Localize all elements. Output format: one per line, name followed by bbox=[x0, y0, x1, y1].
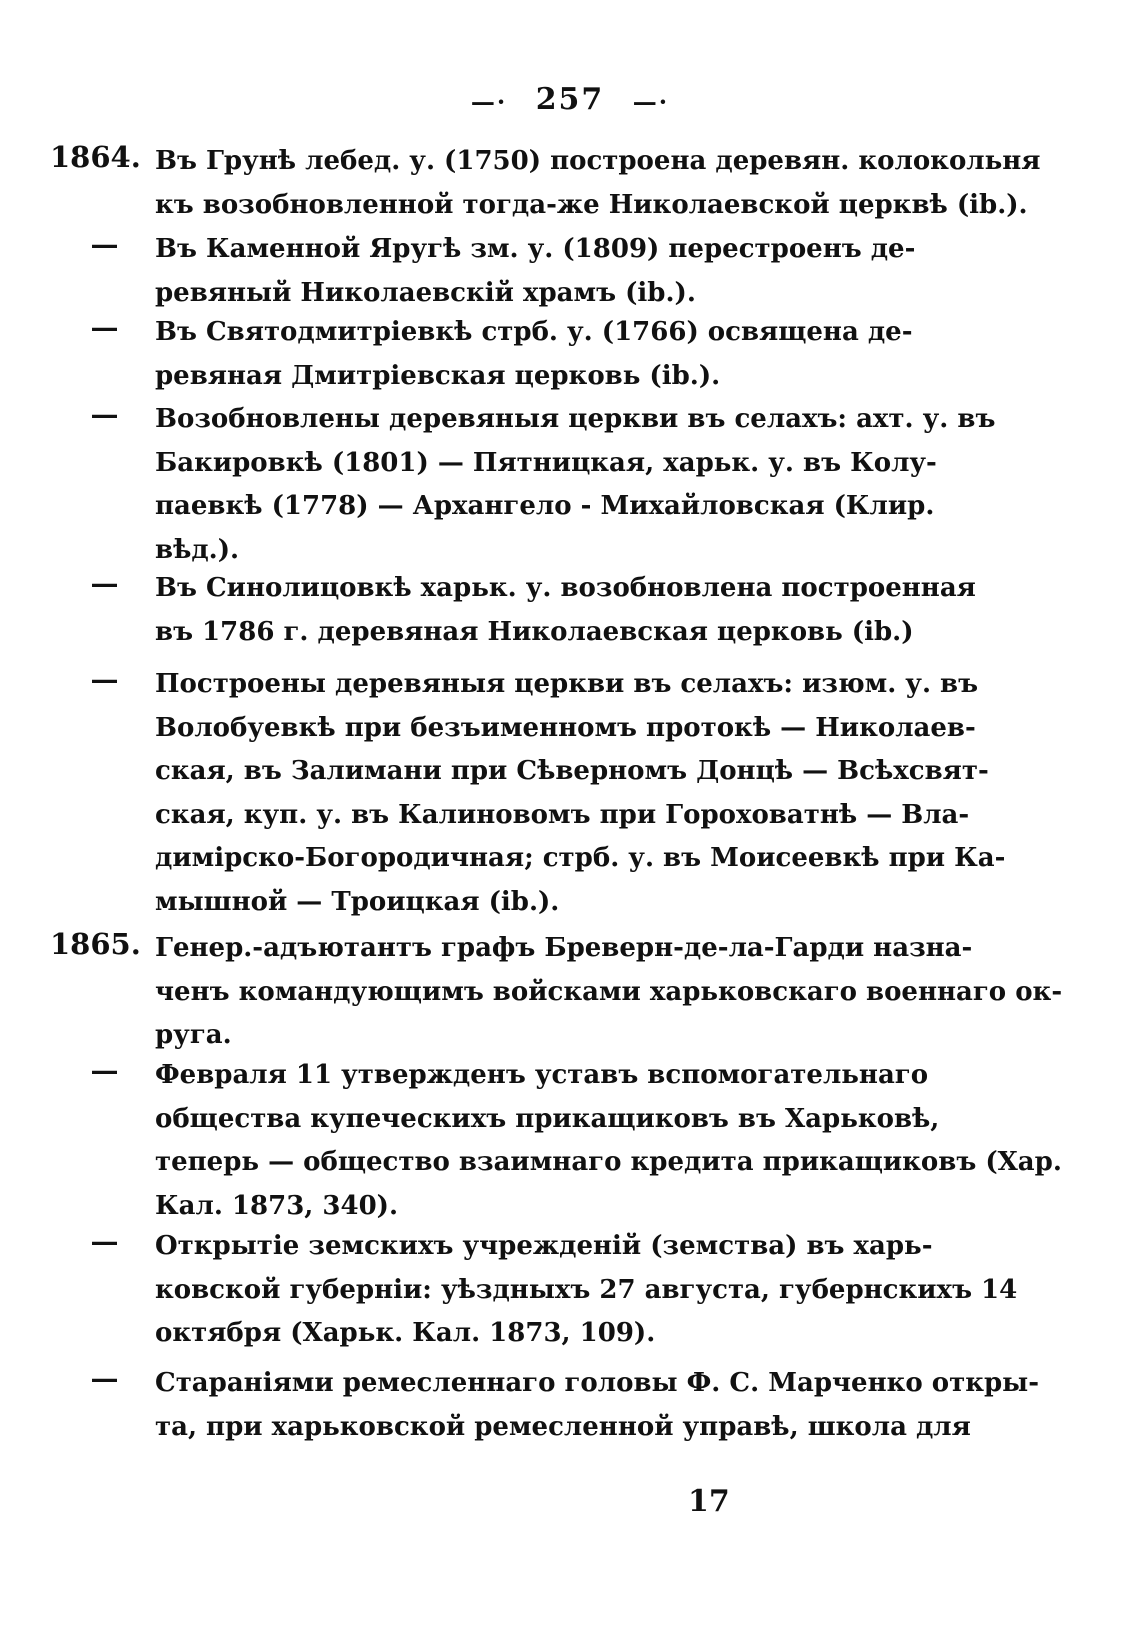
text-line: Построены деревяныя церкви въ селахъ: изюм. у. въ bbox=[155, 669, 979, 699]
text-line: Бакировкѣ (1801) — Пятницкая, харьк. у. въ Колу- bbox=[155, 447, 937, 478]
text-line: Въ Грунѣ лебед. у. (1750) построена деревян. колокольня bbox=[155, 146, 1041, 176]
text-line: къ возобновленной тогда-же Николаевской церквѣ (ib.). bbox=[155, 189, 1028, 220]
entry-dash: — bbox=[90, 311, 119, 344]
text-line: Возобновлены деревяныя церкви въ селахъ: ахт. у. въ bbox=[155, 404, 996, 434]
entry-dash: — bbox=[90, 567, 119, 600]
page-number: 257 bbox=[535, 82, 605, 117]
text-line: паевкѣ (1778) — Архангело - Михайловская (Клир. bbox=[155, 491, 935, 521]
entry-dash: — bbox=[90, 1225, 119, 1258]
text-line: ковской губерніи: уѣздныхъ 27 августа, губернскихъ 14 bbox=[155, 1274, 1018, 1305]
text-line: ская, куп. у. въ Калиновомъ при Гороховатнѣ — Вла- bbox=[155, 799, 970, 830]
text-line: ченъ командующимъ войсками харьковскаго военнаго ок- bbox=[155, 976, 1063, 1007]
entry-dash: — bbox=[90, 228, 119, 261]
text-line: ревяный Николаевскій храмъ (ib.). bbox=[155, 277, 696, 308]
entry-text bbox=[155, 663, 1006, 924]
text-line: та, при харьковской ремесленной управѣ, школа для bbox=[155, 1411, 971, 1442]
entry-text bbox=[155, 1054, 1062, 1228]
text-line: Въ Синолицовкѣ харьк. у. возобновлена построенная bbox=[155, 573, 976, 603]
text-line: Генер.-адъютантъ графъ Бреверн-де-ла-Гарди назна- bbox=[155, 933, 973, 963]
entry-dash: — bbox=[90, 398, 119, 431]
text-line: Волобуевкѣ при безъименномъ протокѣ — Николаев- bbox=[155, 712, 976, 743]
text-line: вѣд.). bbox=[155, 534, 240, 565]
text-line: ревяная Дмитріевская церковь (ib.). bbox=[155, 360, 721, 391]
text-line: октября (Харьк. Кал. 1873, 109). bbox=[155, 1318, 656, 1348]
entry-dash: — bbox=[90, 663, 119, 696]
entry-text bbox=[155, 311, 913, 398]
page-header bbox=[0, 82, 1140, 117]
entry-year: 1864. bbox=[50, 140, 141, 174]
text-line: мышной — Троицкая (ib.). bbox=[155, 886, 560, 917]
text-line: Стараніями ремесленнаго головы Ф. С. Марченко откры- bbox=[155, 1368, 1040, 1398]
entry-text bbox=[155, 140, 1041, 227]
text-line: димірско-Богородичная; стрб. у. въ Моисеевкѣ при Ка- bbox=[155, 843, 1006, 873]
signature-mark: 17 bbox=[688, 1484, 730, 1519]
entry-text bbox=[155, 567, 976, 654]
text-line: ская, въ Залимани при Сѣверномъ Донцѣ — Всѣхсвят- bbox=[155, 756, 989, 786]
text-line: Въ Каменной Яругѣ зм. у. (1809) перестроенъ де- bbox=[155, 234, 916, 264]
text-line: въ 1786 г. деревяная Николаевская церковь (ib.) bbox=[155, 616, 914, 647]
entry-text bbox=[155, 228, 916, 315]
text-line: общества купеческихъ прикащиковъ въ Харьковѣ, bbox=[155, 1103, 940, 1134]
entry-text bbox=[155, 927, 1063, 1058]
header-dash-right: —· bbox=[632, 86, 670, 116]
header-dash-left: —· bbox=[470, 86, 508, 116]
text-line: Февраля 11 утвержденъ уставъ вспомогательнаго bbox=[155, 1060, 929, 1090]
text-line: Кал. 1873, 340). bbox=[155, 1190, 399, 1221]
entry-dash: — bbox=[90, 1362, 119, 1395]
entry-dash: — bbox=[90, 1054, 119, 1087]
text-line: Въ Святодмитріевкѣ стрб. у. (1766) освящена де- bbox=[155, 317, 913, 347]
text-line: Открытіе земскихъ учрежденій (земства) въ харь- bbox=[155, 1231, 933, 1261]
entry-text bbox=[155, 398, 996, 572]
entry-text bbox=[155, 1225, 1018, 1356]
entry-text bbox=[155, 1362, 1040, 1449]
entry-year: 1865. bbox=[50, 927, 141, 961]
text-line: теперь — общество взаимнаго кредита прикащиковъ (Хар. bbox=[155, 1147, 1062, 1177]
text-line: руга. bbox=[155, 1020, 232, 1050]
